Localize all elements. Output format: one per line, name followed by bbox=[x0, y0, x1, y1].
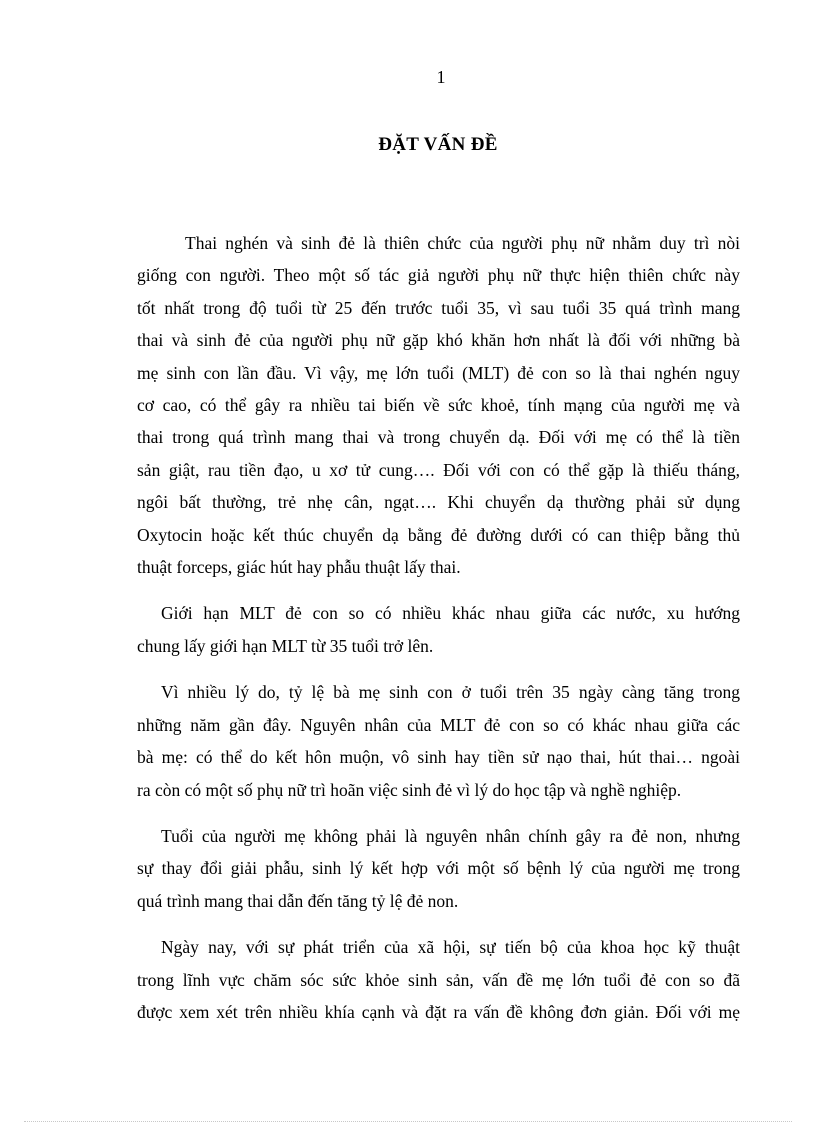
page-bottom-divider bbox=[24, 1121, 792, 1122]
text-line: giống con người. Theo một số tác giả người phụ nữ thực hiện thiên chức này bbox=[137, 265, 740, 286]
paragraph-3 bbox=[137, 676, 740, 806]
text-line: Thai nghén và sinh đẻ là thiên chức của người phụ nữ nhằm duy trì nòi bbox=[185, 233, 740, 253]
text-line: quá trình mang thai dẫn đến tăng tỷ lệ đẻ non. bbox=[137, 890, 459, 911]
text-line: được xem xét trên nhiều khía cạnh và đặt ra vấn đề không đơn giản. Đối với mẹ bbox=[137, 1001, 740, 1022]
text-line: bà mẹ: có thể do kết hôn muộn, vô sinh hay tiền sử nạo thai, hút thai… ngoài bbox=[137, 747, 740, 768]
text-line: Giới hạn MLT đẻ con so có nhiều khác nhau giữa các nước, xu hướng bbox=[161, 603, 740, 624]
text-line: sản giật, rau tiền đạo, u xơ tử cung…. Đối với con có thể gặp là thiếu tháng, bbox=[137, 459, 740, 480]
text-line: trong lĩnh vực chăm sóc sức khỏe sinh sản, vấn đề mẹ lớn tuổi đẻ con so đã bbox=[137, 969, 740, 990]
text-line: thai và sinh đẻ của người phụ nữ gặp khó khăn hơn nhất là đối với những bà bbox=[137, 330, 740, 351]
text-line: Ngày nay, với sự phát triển của xã hội, sự tiến bộ của khoa học kỹ thuật bbox=[161, 937, 740, 958]
paragraph-4 bbox=[137, 820, 740, 917]
paragraph-1 bbox=[137, 227, 740, 583]
text-line: tốt nhất trong độ tuổi từ 25 đến trước tuổi 35, vì sau tuổi 35 quá trình mang bbox=[137, 297, 740, 318]
text-line: chung lấy giới hạn MLT từ 35 tuổi trở lên. bbox=[137, 635, 434, 656]
text-line: Vì nhiều lý do, tỷ lệ bà mẹ sinh con ở tuổi trên 35 ngày càng tăng trong bbox=[161, 682, 740, 703]
text-line: ngôi bất thường, trẻ nhẹ cân, ngạt…. Khi chuyển dạ thường phải sử dụng bbox=[137, 492, 740, 513]
text-line: cơ cao, có thể gây ra nhiều tai biến về sức khoẻ, tính mạng của người mẹ và bbox=[137, 395, 740, 416]
page-title: ĐẶT VẤN ĐỀ bbox=[378, 134, 498, 155]
text-line: thai trong quá trình mang thai và trong chuyển dạ. Đối với mẹ có thể là tiền bbox=[137, 427, 740, 448]
text-line: Oxytocin hoặc kết thúc chuyển dạ bằng đẻ đường dưới có can thiệp bằng thủ bbox=[137, 524, 740, 545]
text-line: những năm gần đây. Nguyên nhân của MLT đẻ con so có khác nhau giữa các bbox=[137, 714, 740, 735]
paragraph-2 bbox=[137, 597, 740, 662]
paragraph-5 bbox=[137, 931, 740, 1028]
text-line: sự thay đổi giải phẫu, sinh lý kết hợp với một số bệnh lý của người mẹ trong bbox=[137, 858, 740, 879]
text-line: thuật forceps, giác hút hay phẫu thuật lấy thai. bbox=[137, 557, 461, 578]
text-line: ra còn có một số phụ nữ trì hoãn việc sinh đẻ vì lý do học tập và nghề nghiệp. bbox=[137, 779, 682, 800]
text-line: mẹ sinh con lần đầu. Vì vậy, mẹ lớn tuổi (MLT) đẻ con so là thai nghén nguy bbox=[137, 362, 740, 383]
page-number: 1 bbox=[436, 67, 446, 87]
body-text bbox=[137, 227, 740, 1028]
text-line: Tuổi của người mẹ không phải là nguyên nhân chính gây ra đẻ non, nhưng bbox=[161, 825, 740, 846]
